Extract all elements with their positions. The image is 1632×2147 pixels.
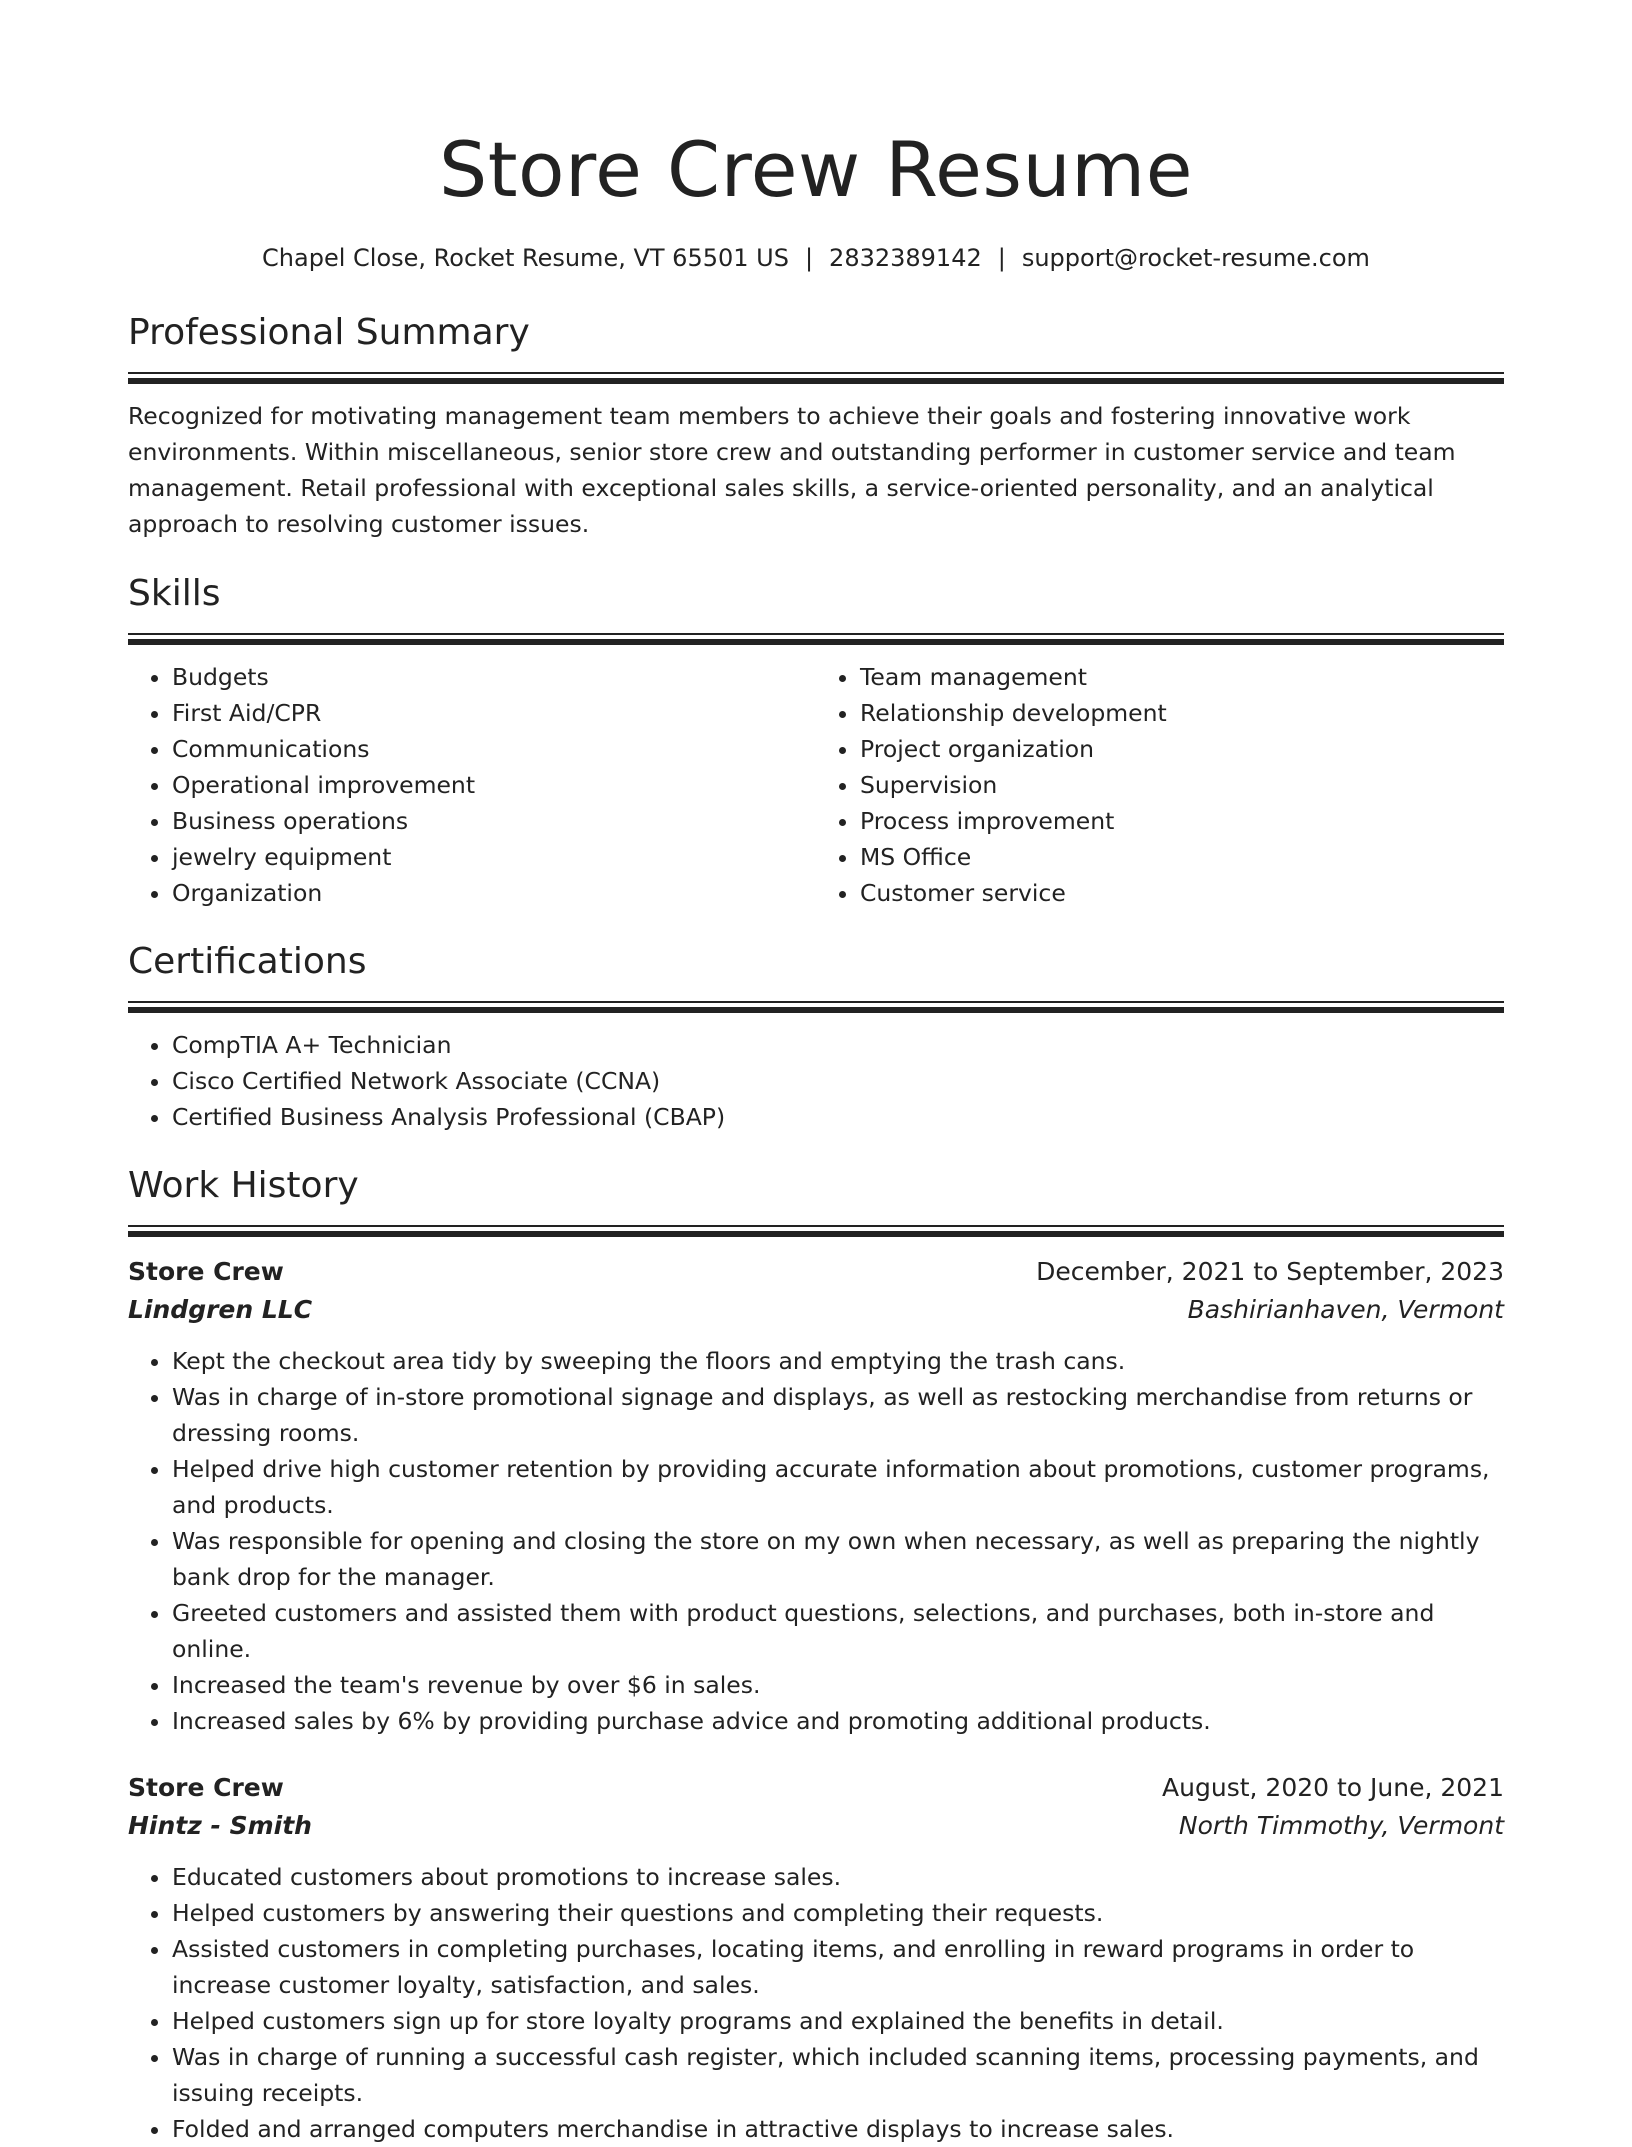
- job-bullet: • Helped drive high customer retention by providing accurate information about promotions, customer programs, and products.: [172, 1451, 1504, 1523]
- skill-item: • Budgets: [172, 659, 816, 695]
- job-entry: [128, 1769, 1504, 2147]
- skills-section: [128, 569, 1504, 911]
- job-company: Hintz - Smith: [128, 1811, 312, 1840]
- contact-separator: |: [804, 244, 814, 272]
- job-title: Store Crew: [128, 1257, 284, 1286]
- skill-item: • Organization: [172, 875, 816, 911]
- certifications-list: [128, 1027, 1504, 1135]
- summary-section: [128, 308, 1504, 542]
- skill-item: • Team management: [860, 659, 1504, 695]
- certifications-section: [128, 937, 1504, 1135]
- section-divider: [128, 1225, 1504, 1237]
- contact-separator: |: [997, 244, 1006, 272]
- job-location: Bashirianhaven, Vermont: [1187, 1295, 1504, 1324]
- section-title-summary: Professional Summary: [128, 312, 530, 353]
- job-bullet: • Kept the checkout area tidy by sweeping the floors and emptying the trash cans.: [172, 1343, 1504, 1379]
- job-dates: December, 2021 to September, 2023: [1036, 1257, 1504, 1286]
- section-divider: [128, 633, 1504, 645]
- contact-line: [128, 242, 1504, 274]
- skill-item: • jewelry equipment: [172, 839, 816, 875]
- skill-item: • MS Office: [860, 839, 1504, 875]
- job-bullet: • Greeted customers and assisted them with product questions, selections, and purchases, both in-store and online.: [172, 1595, 1504, 1667]
- resume-page: [128, 0, 1504, 2147]
- skill-item: • Project organization: [860, 731, 1504, 767]
- job-bullets: [128, 1343, 1504, 1739]
- job-bullet: • Folded and arranged computers merchandise in attractive displays to increase sales.: [172, 2111, 1504, 2147]
- job-dates: August, 2020 to June, 2021: [1162, 1773, 1504, 1802]
- job-header: [128, 1769, 1504, 1807]
- skill-item: • Supervision: [860, 767, 1504, 803]
- summary-text: Recognized for motivating management team members to achieve their goals and fostering innovative work environments. Within miscellaneous, senior store crew and outstanding performer in customer service and team management. Retail professional with exceptional sales skills, a service-oriented personality, and an analytical approach to resolving customer issues.: [128, 402, 1456, 538]
- job-bullet: • Helped customers by answering their questions and completing their requests.: [172, 1895, 1504, 1931]
- skills-list-left: [128, 659, 816, 911]
- job-subheader: [128, 1807, 1504, 1845]
- contact-phone: 2832389142: [829, 244, 982, 272]
- section-divider: [128, 372, 1504, 384]
- resume-title: Store Crew Resume: [439, 125, 1193, 214]
- job-entry: [128, 1253, 1504, 1739]
- skills-list-right: [816, 659, 1504, 911]
- section-title-work-history: Work History: [128, 1165, 359, 1206]
- section-title-skills: Skills: [128, 573, 221, 614]
- skill-item: • Process improvement: [860, 803, 1504, 839]
- work-history-section: [128, 1161, 1504, 2147]
- skill-item: • Communications: [172, 731, 816, 767]
- job-bullet: • Increased the team's revenue by over $6 in sales.: [172, 1667, 1504, 1703]
- job-bullet: • Assisted customers in completing purchases, locating items, and enrolling in reward programs in order to increase customer loyalty, satisfaction, and sales.: [172, 1931, 1504, 2003]
- section-title-certifications: Certifications: [128, 941, 367, 982]
- skill-item: • First Aid/CPR: [172, 695, 816, 731]
- skill-item: • Relationship development: [860, 695, 1504, 731]
- job-title: Store Crew: [128, 1773, 284, 1802]
- skill-item: • Customer service: [860, 875, 1504, 911]
- certification-item: • CompTIA A+ Technician: [172, 1027, 1504, 1063]
- contact-address: Chapel Close, Rocket Resume, VT 65501 US: [262, 244, 789, 272]
- certification-item: • Certified Business Analysis Professional (CBAP): [172, 1099, 1504, 1135]
- job-bullet: • Was in charge of in-store promotional signage and displays, as well as restocking merchandise from returns or dressing rooms.: [172, 1379, 1504, 1451]
- job-bullet: • Increased sales by 6% by providing purchase advice and promoting additional products.: [172, 1703, 1504, 1739]
- job-bullet: • Was in charge of running a successful cash register, which included scanning items, processing payments, and issuing receipts.: [172, 2039, 1504, 2111]
- job-bullet: • Educated customers about promotions to increase sales.: [172, 1859, 1504, 1895]
- job-location: North Timmothy, Vermont: [1178, 1811, 1504, 1840]
- certification-item: • Cisco Certified Network Associate (CCNA): [172, 1063, 1504, 1099]
- skill-item: • Business operations: [172, 803, 816, 839]
- job-subheader: [128, 1291, 1504, 1329]
- job-bullets: [128, 1859, 1504, 2147]
- job-bullet: • Was responsible for opening and closing the store on my own when necessary, as well as preparing the nightly bank drop for the manager.: [172, 1523, 1504, 1595]
- job-bullet: • Helped customers sign up for store loyalty programs and explained the benefits in detail.: [172, 2003, 1504, 2039]
- job-company: Lindgren LLC: [128, 1295, 313, 1324]
- skill-item: • Operational improvement: [172, 767, 816, 803]
- job-header: [128, 1253, 1504, 1291]
- skills-grid: [128, 659, 1504, 911]
- contact-email: support@rocket-resume.com: [1021, 244, 1370, 272]
- section-divider: [128, 1001, 1504, 1013]
